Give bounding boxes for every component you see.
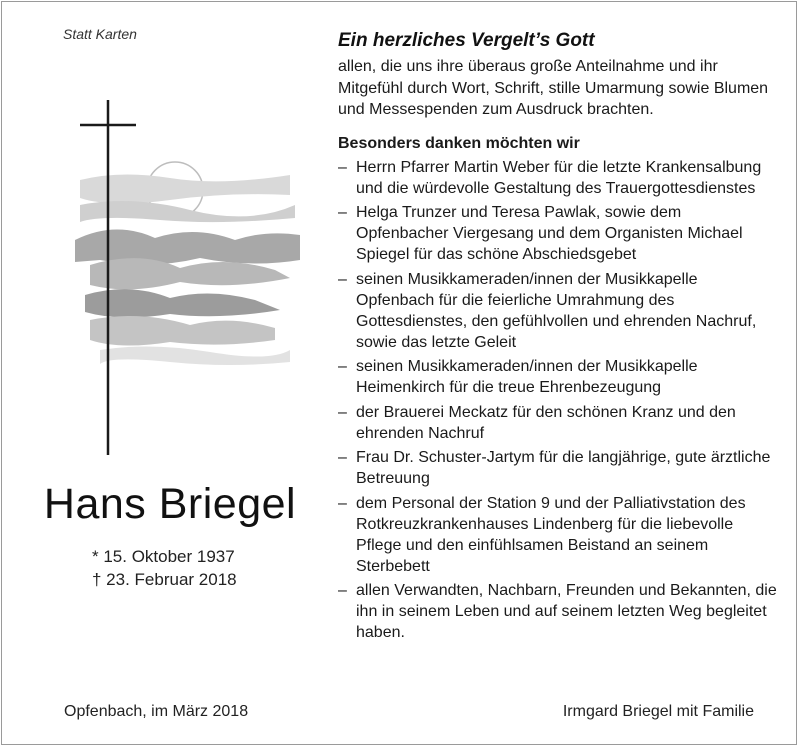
mist-band xyxy=(100,346,290,365)
thanks-subheading: Besonders danken möchten wir xyxy=(338,134,580,152)
thanks-item: – seinen Musikkameraden/innen der Musikkapelle Heimenkirch für die treue Ehrenbezeugung xyxy=(338,356,778,398)
signature: Irmgard Briegel mit Familie xyxy=(562,703,754,720)
life-dates xyxy=(92,545,237,591)
thanks-item: – Herrn Pfarrer Martin Weber für die letzte Krankensalbung und die würdevolle Gestaltung des Trauergottesdienstes xyxy=(338,157,778,199)
place-date: Opfenbach, im März 2018 xyxy=(64,703,249,720)
thanks-item: – dem Personal der Station 9 und der Palliativstation des Rotkreuzkrankenhauses Lindenberg für die liebevolle Pflege und den einfühlsamen Beistand an seinem Sterbebett xyxy=(338,493,778,577)
thanks-item: – Helga Trunzer und Teresa Pawlak, sowie dem Opfenbacher Viergesang und dem Organisten Michael Spiegel für das schöne Abschiedsgebet xyxy=(338,202,778,265)
deceased-name: Hans Briegel xyxy=(43,480,297,528)
thanks-intro: allen, die uns ihre überaus große Anteilnahme und ihr Mitgefühl durch Wort, Schrift, stille Umarmung sowie Blumen und Messespenden zum Ausdruck brachten. xyxy=(338,58,769,118)
cloud-band-2 xyxy=(80,201,295,222)
mountain-band-3 xyxy=(85,289,280,317)
statt-karten-label: Statt Karten xyxy=(63,26,137,42)
thanks-item: – allen Verwandten, Nachbarn, Freunden und Bekannten, die ihn in seinem Leben und auf seinem letzten Weg begleitet haben. xyxy=(338,580,778,643)
mountain-band-4 xyxy=(90,316,275,346)
thanks-item: – der Brauerei Meckatz für den schönen Kranz und den ehrenden Nachruf xyxy=(338,402,778,444)
thanks-item: – seinen Musikkameraden/innen der Musikkapelle Opfenbach für die feierliche Umrahmung des Gottesdienstes, den gefühlvollen und ehrenden Nachruf, sowie das letzte Geleit xyxy=(338,269,778,353)
thanks-heading: Ein herzliches Vergelt’s Gott xyxy=(338,30,595,51)
birth-date: * 15. Oktober 1937 xyxy=(92,547,235,566)
cross-landscape-illustration xyxy=(60,100,310,455)
thanks-item: – Frau Dr. Schuster-Jartym für die langjährige, gute ärztliche Betreuung xyxy=(338,447,778,489)
cloud-band-1 xyxy=(80,174,290,203)
death-date: † 23. Februar 2018 xyxy=(92,570,237,589)
thanks-section xyxy=(338,30,778,647)
thanks-list xyxy=(338,157,778,644)
